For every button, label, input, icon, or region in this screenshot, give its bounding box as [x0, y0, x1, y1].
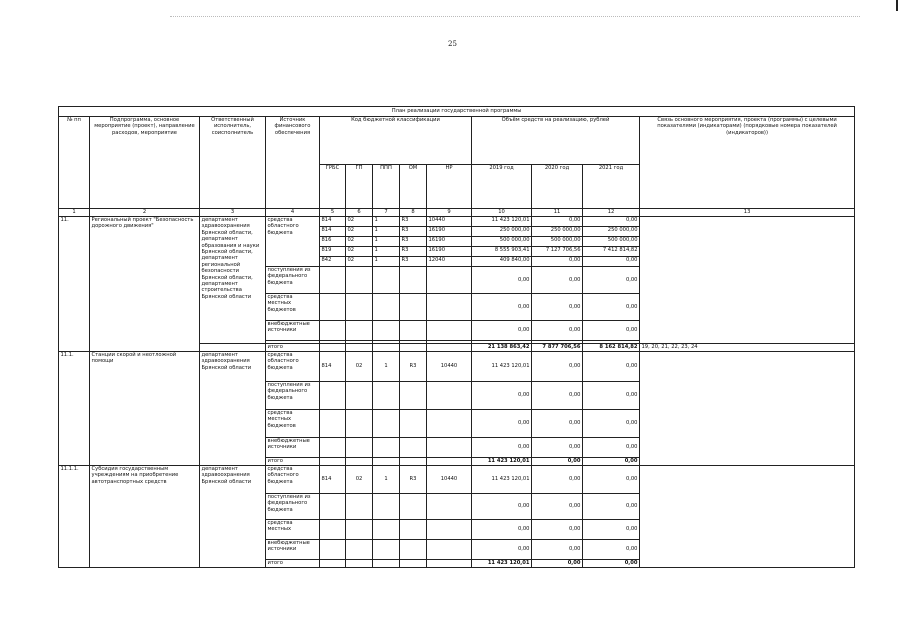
cell-np: 16190 [427, 237, 472, 247]
cell-2019: 0,00 [472, 520, 532, 540]
cell-2019: 0,00 [472, 321, 532, 341]
cell-np: 12040 [427, 257, 472, 267]
cell-grbs: 814 [320, 227, 346, 237]
cell-link [640, 217, 855, 344]
cell-grbs: 814 [320, 217, 346, 227]
cell-2021: 250 000,00 [583, 227, 640, 237]
cell-ppp: 1 [373, 217, 400, 227]
cell-np: 10440 [427, 352, 472, 382]
row-number: 11.1. [59, 352, 90, 466]
cell-grbs: 816 [320, 237, 346, 247]
cell-om: R3 [400, 247, 427, 257]
cell-2020: 0,00 [532, 540, 583, 560]
row-exec: департамент здравоохранения Брянской области [200, 466, 266, 568]
cell-2020: 0,00 [532, 217, 583, 227]
row-name: Региональный проект "Безопасность дорожного движения" [90, 217, 200, 352]
cell-2021: 0,00 [583, 410, 640, 438]
cell-2019: 0,00 [472, 267, 532, 294]
cell-ppp: 1 [373, 247, 400, 257]
cell-np: 16190 [427, 247, 472, 257]
header-grbs: ГРБС [320, 165, 346, 209]
cell-np: 10440 [427, 217, 472, 227]
cell-ppp: 1 [373, 257, 400, 267]
cell-grbs: 842 [320, 257, 346, 267]
header-2020: 2020 год [532, 165, 583, 209]
row-number: 11.1.1. [59, 466, 90, 568]
header-link: Связь основного мероприятия, проекта (программы) с целевыми показателями (индикаторами) (порядковые номера показателей (индикаторов)) [640, 117, 855, 209]
cell-gp: 02 [346, 237, 373, 247]
cell-2020: 0,00 [532, 294, 583, 321]
total-label: итого [266, 560, 320, 568]
header-2021: 2021 год [583, 165, 640, 209]
cell-2020: 0,00 [532, 410, 583, 438]
cell-2021: 0,00 [583, 438, 640, 458]
cell-grbs: 819 [320, 247, 346, 257]
table-row [59, 217, 855, 227]
cell-2020: 250 000,00 [532, 227, 583, 237]
cell-ppp: 1 [373, 466, 400, 494]
header-2019: 2019 год [472, 165, 532, 209]
cell-2021: 500 000,00 [583, 237, 640, 247]
total-label: итого [266, 458, 320, 466]
row-source: средства областного бюджета [266, 466, 320, 494]
row-name: Субсидия государственным учреждениям на приобретение автотранспортных средств [90, 466, 200, 568]
cell-2020: 0,00 [532, 352, 583, 382]
cell-2019: 8 555 903,41 [472, 247, 532, 257]
row-name: Станции скорой и неотложной помощи [90, 352, 200, 466]
total-2020: 0,00 [532, 458, 583, 466]
cell-gp: 02 [346, 217, 373, 227]
header-volume: Объём средств на реализацию, рублей [472, 117, 640, 165]
cell-ppp: 1 [373, 237, 400, 247]
col-number: 4 [266, 209, 320, 217]
cell-2021: 0,00 [583, 217, 640, 227]
cell-2020: 0,00 [532, 520, 583, 540]
cell-2021: 0,00 [583, 520, 640, 540]
cell-gp: 02 [346, 257, 373, 267]
row-source: поступления из федерального бюджета [266, 494, 320, 520]
total-label: итого [266, 344, 320, 352]
row-source: внебюджетные источники [266, 540, 320, 560]
cell-gp: 02 [346, 227, 373, 237]
col-number: 11 [532, 209, 583, 217]
cell-2021: 7 412 814,82 [583, 247, 640, 257]
header-np: НР [427, 165, 472, 209]
cell-gp: 02 [346, 352, 373, 382]
cell-np: 16190 [427, 227, 472, 237]
cell-2019: 0,00 [472, 410, 532, 438]
col-number: 1 [59, 209, 90, 217]
cell-2020: 7 127 706,56 [532, 247, 583, 257]
cell-2021: 0,00 [583, 321, 640, 341]
total-2021: 8 162 814,82 [583, 344, 640, 352]
row-source: средства местных бюджетов [266, 410, 320, 438]
total-2020: 0,00 [532, 560, 583, 568]
cell-om: R3 [400, 466, 427, 494]
cell-2019: 0,00 [472, 438, 532, 458]
cell-ppp: 1 [373, 227, 400, 237]
row-number: 11. [59, 217, 90, 352]
table-row [59, 466, 855, 494]
cell-grbs: 814 [320, 466, 346, 494]
col-number: 5 [320, 209, 346, 217]
cell-2021: 0,00 [583, 540, 640, 560]
header-om: ОМ [400, 165, 427, 209]
header-budget-code: Код бюджетной классификации [320, 117, 472, 165]
cell-om: R3 [400, 237, 427, 247]
header-src: Источник финансового обеспечения [266, 117, 320, 209]
col-number: 2 [90, 209, 200, 217]
scan-noise [170, 16, 860, 19]
total-2019: 11 423 120,01 [472, 560, 532, 568]
total-2020: 7 877 706,56 [532, 344, 583, 352]
cell-2020: 0,00 [532, 267, 583, 294]
header-num: № пп [59, 117, 90, 209]
cell-2021: 0,00 [583, 294, 640, 321]
row-source: внебюджетные источники [266, 438, 320, 458]
total-link: 19, 20, 21, 22, 23, 24 [640, 344, 855, 352]
col-number: 12 [583, 209, 640, 217]
cell-gp: 02 [346, 247, 373, 257]
col-number: 6 [346, 209, 373, 217]
col-number: 3 [200, 209, 266, 217]
page-number: 25 [448, 40, 457, 48]
cell-2019: 0,00 [472, 540, 532, 560]
cell-2020: 500 000,00 [532, 237, 583, 247]
header-ppp: ППП [373, 165, 400, 209]
row-source: поступления из федерального бюджета [266, 382, 320, 410]
cell-2019: 11 423 120,01 [472, 466, 532, 494]
cell-grbs: 814 [320, 352, 346, 382]
cell-om: R3 [400, 352, 427, 382]
cell-2021: 0,00 [583, 257, 640, 267]
column-number-row [59, 209, 855, 217]
cell-ppp: 1 [373, 352, 400, 382]
cell-om: R3 [400, 217, 427, 227]
row-source: средства областного бюджета [266, 352, 320, 382]
cell-2019: 409 840,00 [472, 257, 532, 267]
header-exec: Ответственный исполнитель, соисполнитель [200, 117, 266, 209]
cell-2019: 500 000,00 [472, 237, 532, 247]
cell-2019: 0,00 [472, 382, 532, 410]
row-source: поступления из федерального бюджета [266, 267, 320, 294]
col-number: 7 [373, 209, 400, 217]
cell-np: 10440 [427, 466, 472, 494]
cell-2021: 0,00 [583, 352, 640, 382]
total-2021: 0,00 [583, 560, 640, 568]
col-number: 8 [400, 209, 427, 217]
cell-2020: 0,00 [532, 494, 583, 520]
row-source: средства местных бюджетов [266, 294, 320, 321]
cell-om: R3 [400, 227, 427, 237]
cell-2019: 11 423 120,01 [472, 352, 532, 382]
row-source: внебюджетные источники [266, 321, 320, 341]
cell-2019: 250 000,00 [472, 227, 532, 237]
total-2019: 11 423 120,01 [472, 458, 532, 466]
cell-2020: 0,00 [532, 257, 583, 267]
cell-2019: 0,00 [472, 494, 532, 520]
cell-2020: 0,00 [532, 466, 583, 494]
cell-2020: 0,00 [532, 382, 583, 410]
cell-2021: 0,00 [583, 466, 640, 494]
row-source: средства областного бюджета [266, 217, 320, 267]
edge-mark [896, 0, 898, 11]
header-gp: ГП [346, 165, 373, 209]
total-2019: 21 138 863,42 [472, 344, 532, 352]
table-row [59, 352, 855, 382]
cell-2019: 11 423 120,01 [472, 217, 532, 227]
cell-2021: 0,00 [583, 267, 640, 294]
col-number: 13 [640, 209, 855, 217]
cell-om: R3 [400, 257, 427, 267]
cell-2020: 0,00 [532, 321, 583, 341]
col-number: 10 [472, 209, 532, 217]
row-exec: департамент здравоохранения Брянской области, департамент образования и науки Брянской области, департамент региональной безопасности Брянской области, департамент строительства Брянской области [200, 217, 266, 344]
row-exec: департамент здравоохранения Брянской области [200, 352, 266, 466]
header-name: Подпрограмма, основное мероприятие (проект), направление расходов, мероприятие [90, 117, 200, 209]
row-source: средства местных [266, 520, 320, 540]
cell-2019: 0,00 [472, 294, 532, 321]
cell-gp: 02 [346, 466, 373, 494]
total-2021: 0,00 [583, 458, 640, 466]
cell-2021: 0,00 [583, 494, 640, 520]
table-title: План реализации государственной программы [59, 107, 855, 117]
cell-2021: 0,00 [583, 382, 640, 410]
implementation-plan-table [58, 106, 855, 568]
cell-2020: 0,00 [532, 438, 583, 458]
col-number: 9 [427, 209, 472, 217]
